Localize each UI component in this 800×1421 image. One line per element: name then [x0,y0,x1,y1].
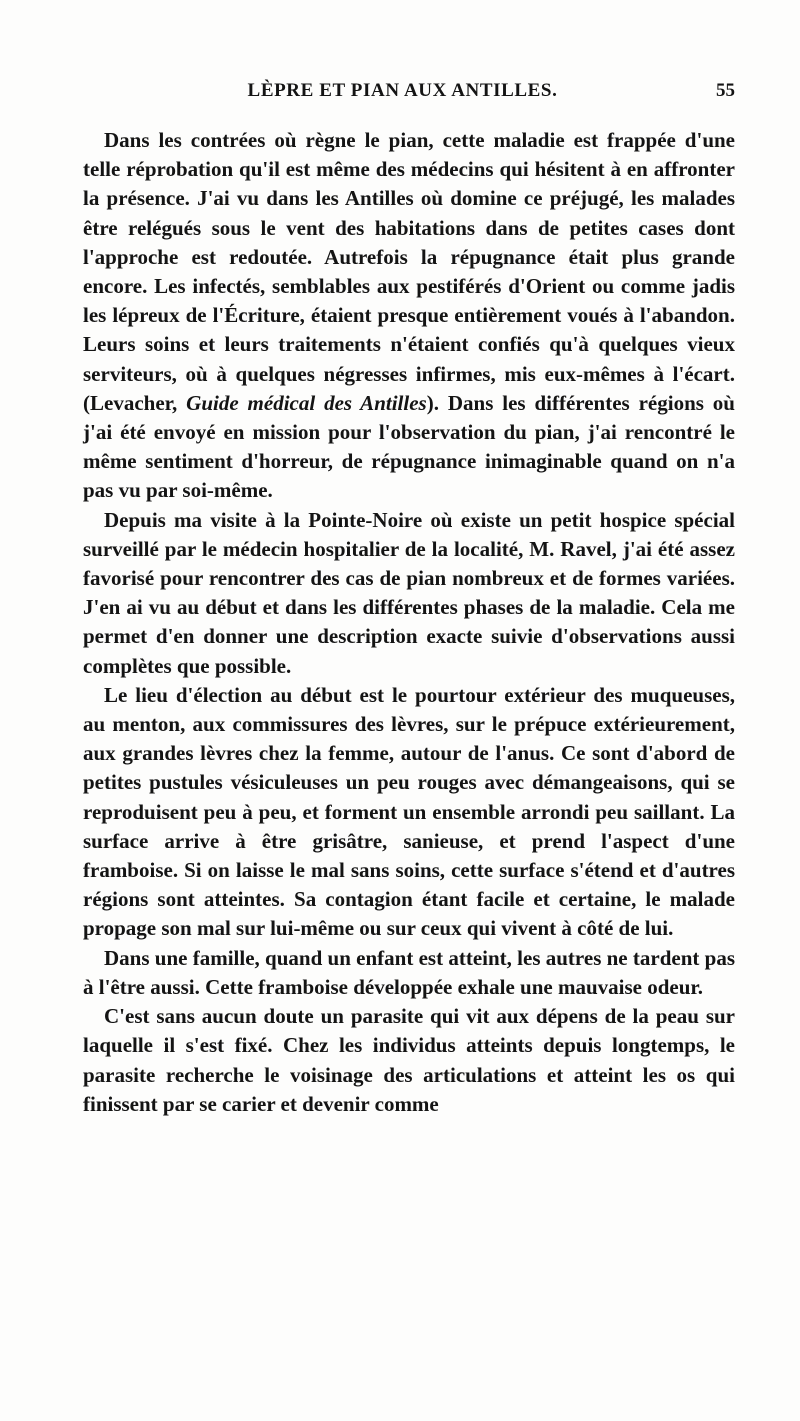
paragraph-1 [83,126,735,506]
paragraph-3: Le lieu d'élection au début est le pourtour extérieur des muqueuses, au menton, aux commissures des lèvres, sur le prépuce extérieurement, aux grandes lèvres chez la femme, autour de l'anus. Ce sont d'abord de petites pustules vésiculeuses un peu rouges avec démangeaisons, qui se reproduisent peu à peu, et forment un ensemble arrondi peu saillant. La surface arrive à être grisâtre, sanieuse, et prend l'aspect d'une framboise. Si on laisse le mal sans soins, cette surface s'étend et d'autres régions sont atteintes. Sa contagion étant facile et certaine, le malade propage son mal sur lui-même ou sur ceux qui vivent à côté de lui. [83,682,735,941]
paragraph-1-text-before: Dans les contrées où règne le pian, cette maladie est frappée d'une telle réprobation qu'il est même des médecins qui hésitent à en affronter la présence. J'ai vu dans les Antilles où domine ce préjugé, les malades être relégués sous le vent des habitations dans de petites cases dont l'approche est redoutée. Autrefois la répugnance était plus grande encore. Les infectés, semblables aux pestiférés d'Orient ou comme jadis les lépreux de l'Écriture, étaient presque entièrement voués à l'abandon. Leurs soins et leurs traitements n'étaient confiés qu'à quelques vieux serviteurs, où à quelques négresses infirmes, mis eux-mêmes à l'écart. (Levacher, [83,128,735,415]
paragraph-1-text-after: ). Dans les différentes régions où j'ai été envoyé en mission pour l'observation du pian, j'ai rencontré le même sentiment d'horreur, de répugnance inimaginable quand on n'a pas vu par soi-même. [83,390,735,503]
running-title: LÈPRE ET PIAN AUX ANTILLES. [247,80,558,101]
page-header [70,80,735,110]
body-text [83,126,735,1119]
paragraph-4: Dans une famille, quand un enfant est atteint, les autres ne tardent pas à l'être aussi. Cette framboise développée exhale une mauvaise odeur. [83,945,735,999]
page-number: 55 [716,80,735,101]
paragraph-5: C'est sans aucun doute un parasite qui vit aux dépens de la peau sur laquelle il s'est fixé. Chez les individus atteints depuis longtemps, le parasite recherche le voisinage des articulations et atteint les os qui finissent par se carier et devenir comme [83,1004,735,1116]
citation-title: Guide médical des Antilles [186,390,427,415]
paragraph-2: Depuis ma visite à la Pointe-Noire où existe un petit hospice spécial surveillé par le médecin hospitalier de la localité, M. Ravel, j'ai été assez favorisé pour rencontrer des cas de pian nombreux et de formes variées. J'en ai vu au début et dans les différentes phases de la maladie. Cela me permet d'en donner une description exacte suivie d'observations aussi complètes que possible. [83,507,735,678]
